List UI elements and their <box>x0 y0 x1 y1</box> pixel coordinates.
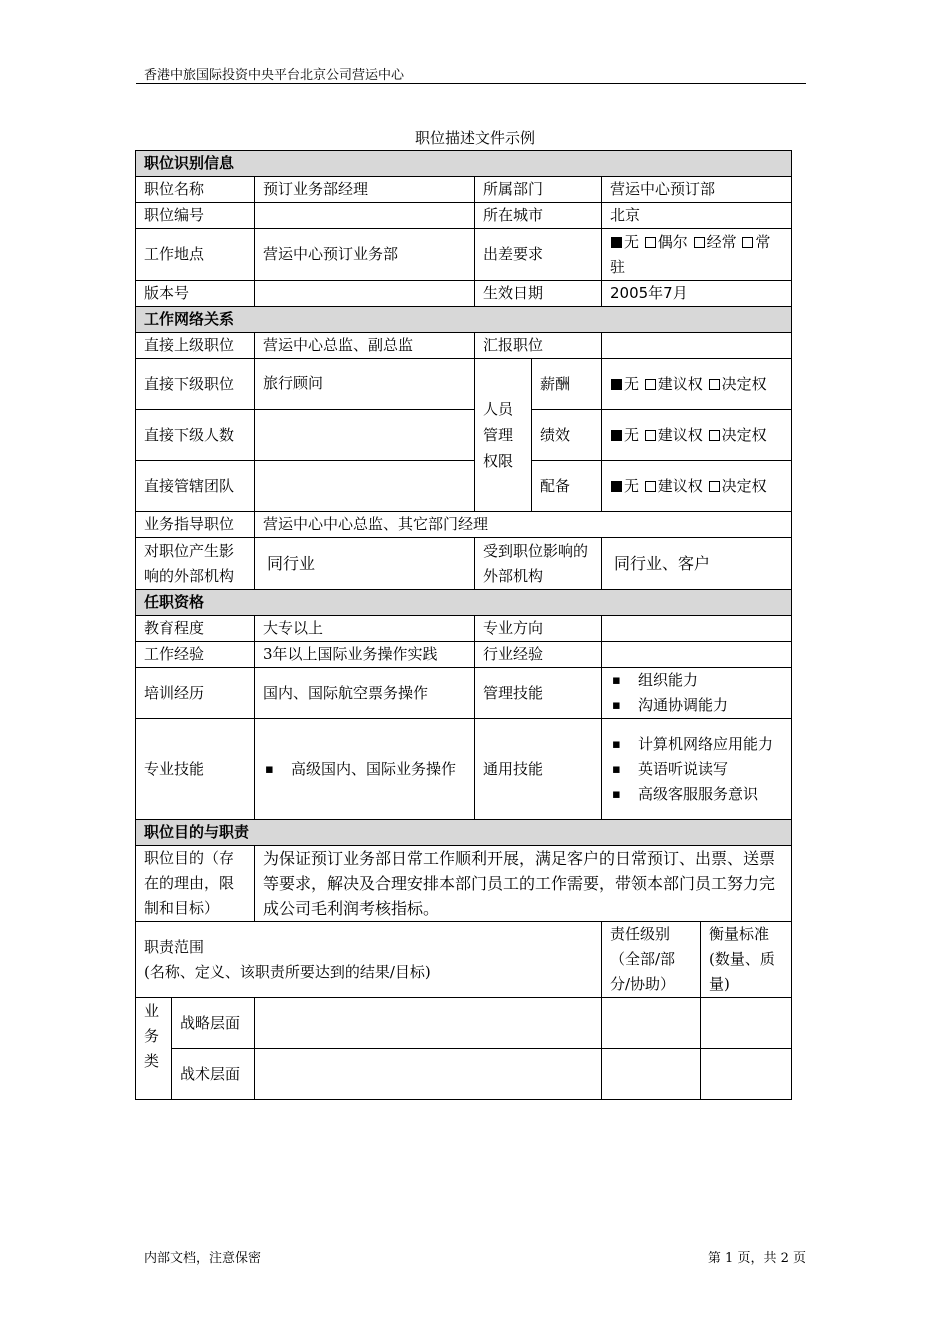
position-name-value: 预订业务部经理 <box>255 177 475 203</box>
affected-value: 同行业、客户 <box>602 538 792 590</box>
tactical-label: 战术层面 <box>172 1049 255 1100</box>
checkbox-option-label: 无 <box>624 425 640 444</box>
education-value: 大专以上 <box>255 616 475 642</box>
unchecked-checkbox-icon <box>645 379 656 390</box>
section-purpose: 职位目的与职责 <box>136 820 792 846</box>
unchecked-checkbox-icon <box>645 430 656 441</box>
position-code-label: 职位编号 <box>136 203 255 229</box>
checkbox-option-label: 建议权 <box>657 425 703 444</box>
authority-salary-label: 薪酬 <box>532 359 602 410</box>
section-identification: 职位识别信息 <box>136 151 792 177</box>
management-item: ▪ 组织能力 <box>610 668 783 693</box>
general-item: ▪ 高级客服服务意识 <box>610 782 783 807</box>
unchecked-checkbox-icon <box>709 481 720 492</box>
city-label: 所在城市 <box>475 203 602 229</box>
training-value: 国内、国际航空票务操作 <box>255 668 475 719</box>
subordinate-value: 旅行顾问 <box>255 359 475 410</box>
document-title: 职位描述文件示例 <box>414 129 535 147</box>
experience-value: 3年以上国际业务操作实践 <box>255 642 475 668</box>
major-label: 专业方向 <box>475 616 602 642</box>
professional-label: 专业技能 <box>136 719 255 820</box>
management-list <box>602 668 792 719</box>
subordinate-label: 直接下级职位 <box>136 359 255 410</box>
header-company: 香港中旅国际投资中央平台北京公司营运中心 <box>144 68 405 83</box>
strategic-measure <box>701 998 792 1049</box>
influenced-label: 对职位产生影响的外部机构 <box>136 538 255 590</box>
training-label: 培训经历 <box>136 668 255 719</box>
scope-label: 职责范围 <box>144 937 205 956</box>
position-name-label: 职位名称 <box>136 177 255 203</box>
strategic-label: 战略层面 <box>172 998 255 1049</box>
unchecked-checkbox-icon <box>645 237 656 248</box>
travel-options <box>602 229 792 281</box>
industry-label: 行业经验 <box>475 642 602 668</box>
city-value: 北京 <box>602 203 792 229</box>
industry-value <box>602 642 792 668</box>
workplace-label: 工作地点 <box>136 229 255 281</box>
report-label: 汇报职位 <box>475 333 602 359</box>
travel-label: 出差要求 <box>475 229 602 281</box>
unchecked-checkbox-icon <box>709 430 720 441</box>
checkbox-option-label: 无 <box>624 476 640 495</box>
report-value <box>602 333 792 359</box>
experience-label: 工作经验 <box>136 642 255 668</box>
footer-confidential: 内部文档，注意保密 <box>144 1251 262 1266</box>
authority-staffing-label: 配备 <box>532 461 602 512</box>
management-item: ▪ 沟通协调能力 <box>610 693 783 718</box>
subordinate-count-value <box>255 410 475 461</box>
header-divider <box>136 83 806 84</box>
general-list <box>602 719 792 820</box>
strategic-level <box>602 998 701 1049</box>
level-header: 责任级别（全部/部分/协助） <box>602 922 701 998</box>
department-label: 所属部门 <box>475 177 602 203</box>
team-value <box>255 461 475 512</box>
tactical-measure <box>701 1049 792 1100</box>
checked-checkbox-icon <box>611 481 622 492</box>
tactical-level <box>602 1049 701 1100</box>
checkbox-option-label: 决定权 <box>721 425 767 444</box>
checkbox-option-label: 无 <box>624 374 640 393</box>
major-value <box>602 616 792 642</box>
workplace-value: 营运中心预订业务部 <box>255 229 475 281</box>
guidance-label: 业务指导职位 <box>136 512 255 538</box>
checkbox-option-label: 无 <box>624 232 640 251</box>
checkbox-option-label: 偶尔 <box>657 232 688 251</box>
professional-item: ▪ 高级国内、国际业务操作 <box>263 757 466 782</box>
checkbox-option-label: 建议权 <box>657 374 703 393</box>
professional-list <box>255 719 475 820</box>
team-label: 直接管辖团队 <box>136 461 255 512</box>
superior-value: 营运中心总监、副总监 <box>255 333 475 359</box>
authority-salary-options <box>602 359 792 410</box>
checkbox-option-label: 决定权 <box>721 374 767 393</box>
version-value <box>255 281 475 307</box>
department-value: 营运中心预订部 <box>602 177 792 203</box>
checkbox-option-label: 决定权 <box>721 476 767 495</box>
authority-staffing-options <box>602 461 792 512</box>
checked-checkbox-icon <box>611 237 622 248</box>
section-qualification: 任职资格 <box>136 590 792 616</box>
checkbox-option-label: 常驻 <box>610 232 771 276</box>
general-label: 通用技能 <box>475 719 602 820</box>
education-label: 教育程度 <box>136 616 255 642</box>
version-label: 版本号 <box>136 281 255 307</box>
general-item: ▪ 计算机网络应用能力 <box>610 732 783 757</box>
management-label: 管理技能 <box>475 668 602 719</box>
checkbox-option-label: 经常 <box>706 232 737 251</box>
general-item: ▪ 英语听说读写 <box>610 757 783 782</box>
checked-checkbox-icon <box>611 379 622 390</box>
footer-page-number: 第 1 页，共 2 页 <box>707 1251 806 1266</box>
job-description-table <box>135 150 792 1100</box>
authority-performance-options <box>602 410 792 461</box>
unchecked-checkbox-icon <box>645 481 656 492</box>
guidance-value: 营运中心中心总监、其它部门经理 <box>255 512 792 538</box>
category-label: 业务类 <box>136 998 172 1100</box>
purpose-label: 职位目的（存在的理由，限制和目标） <box>136 846 255 922</box>
unchecked-checkbox-icon <box>709 379 720 390</box>
authority-label: 人员管理权限 <box>475 359 532 512</box>
tactical-scope <box>255 1049 602 1100</box>
section-network: 工作网络关系 <box>136 307 792 333</box>
effective-date-value: 2005年7月 <box>602 281 792 307</box>
unchecked-checkbox-icon <box>742 237 753 248</box>
superior-label: 直接上级职位 <box>136 333 255 359</box>
authority-performance-label: 绩效 <box>532 410 602 461</box>
checkbox-option-label: 建议权 <box>657 476 703 495</box>
scope-sub: (名称、定义、该职责所要达到的结果/目标) <box>144 962 431 981</box>
purpose-text: 为保证预订业务部日常工作顺利开展，满足客户的日常预订、出票、送票等要求，解决及合理安排本部门员工的工作需要，带领本部门员工努力完成公司毛利润考核指标。 <box>255 846 792 922</box>
subordinate-count-label: 直接下级人数 <box>136 410 255 461</box>
effective-date-label: 生效日期 <box>475 281 602 307</box>
unchecked-checkbox-icon <box>694 237 705 248</box>
measure-header: 衡量标准(数量、质量) <box>701 922 792 998</box>
affected-label: 受到职位影响的外部机构 <box>475 538 602 590</box>
strategic-scope <box>255 998 602 1049</box>
checked-checkbox-icon <box>611 430 622 441</box>
scope-header <box>136 922 602 998</box>
position-code-value <box>255 203 475 229</box>
influenced-value: 同行业 <box>255 538 475 590</box>
